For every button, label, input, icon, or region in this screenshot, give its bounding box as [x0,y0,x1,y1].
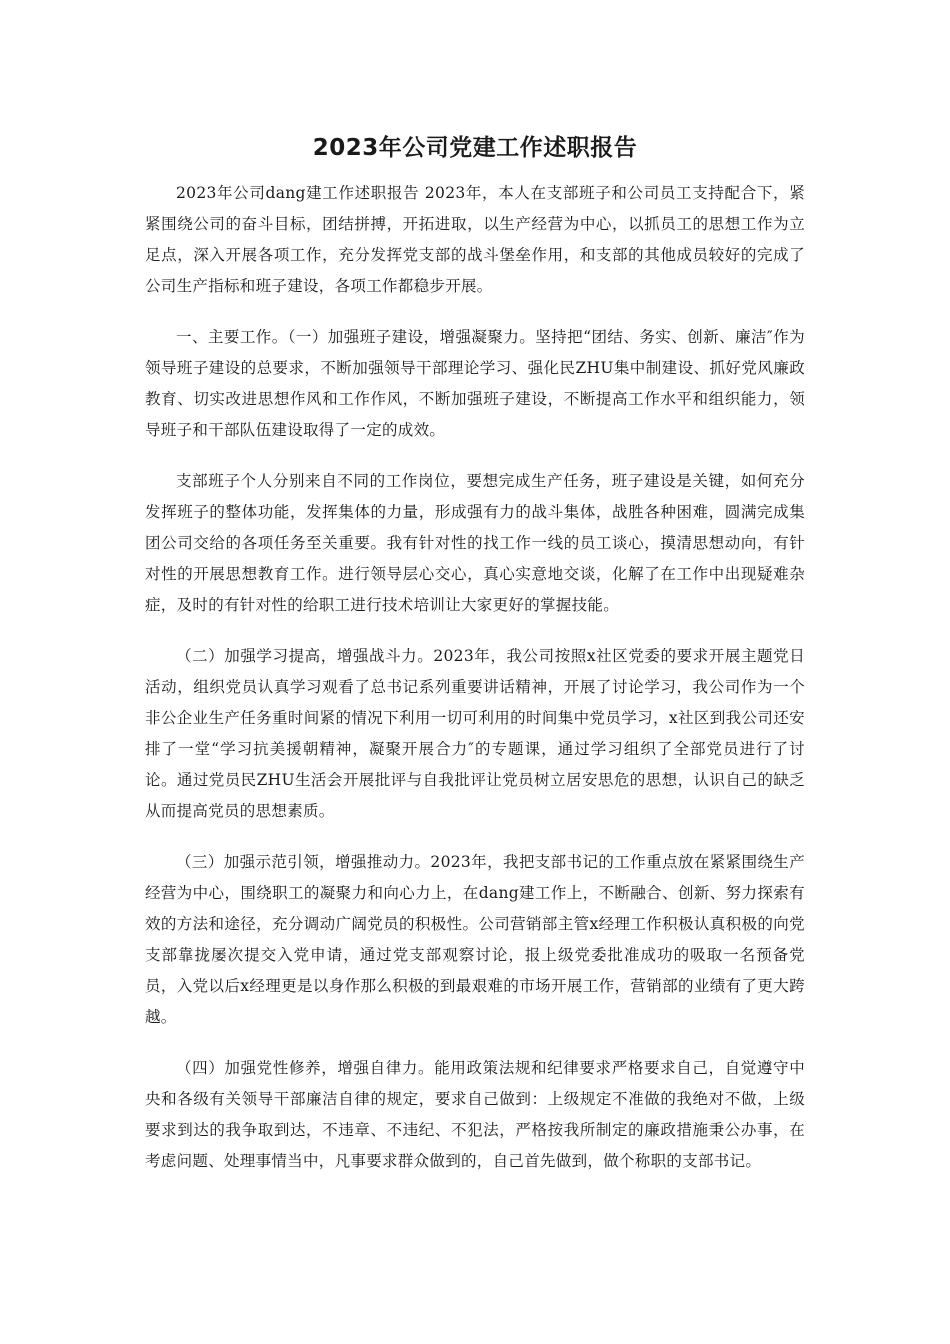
paragraph-section-1: 一、主要工作。（一）加强班子建设，增强凝聚力。坚持把“团结、务实、创新、廉洁″作为领导班子建设的总要求，不断加强领导干部理论学习、强化民ZHU集中制建设、抓好党风廉政教育、切实改进思想作风和工作作风，不断加强班子建设，不断提高工作水平和组织能力，领导班子和干部队伍建设取得了一定的成效。 [145,328,805,439]
paragraph-section-3: （三）加强示范引领，增强推动力。2023年，我把支部书记的工作重点放在紧紧围绕生产经营为中心，围绕职工的凝聚力和向心力上，在dang建工作上，不断融合、创新、努力探索有效的方法和途径，充分调动广阔党员的积极性。公司营销部主管x经理工作积极认真积极的向党支部靠拢屡次提交入党申请，通过党支部观察讨论，报上级党委批准成功的吸取一名预备党员，入党以后x经理更是以身作那么积极的到最艰难的市场开展工作，营销部的业绩有了更大跨越。 [145,853,805,1026]
document-body [145,178,805,1197]
paragraph-section-4: （四）加强党性修养，增强自律力。能用政策法规和纪律要求严格要求自己，自觉遵守中央和各级有关领导干部廉洁自律的规定，要求自己做到：上级规定不准做的我绝对不做，上级要求到达的我争取到达，不违章、不违纪、不犯法，严格按我所制定的廉政措施秉公办事，在考虑问题、处理事情当中，凡事要求群众做到的，自己首先做到，做个称职的支部书记。 [145,1059,805,1170]
paragraph-section-2: （二）加强学习提高，增强战斗力。2023年，我公司按照x社区党委的要求开展主题党日活动，组织党员认真学习观看了总书记系列重要讲话精神，开展了讨论学习，我公司作为一个非公企业生产任务重时间紧的情况下利用一切可利用的时间集中党员学习，x社区到我公司还安排了一堂“学习抗美援朝精神，凝聚开展合力″的专题课，通过学习组织了全部党员进行了讨论。通过党员民ZHU生活会开展批评与自我批评让党员树立居安思危的思想，认识自己的缺乏从而提高党员的思想素质。 [145,647,805,820]
paragraph-intro: 2023年公司dang建工作述职报告 2023年，本人在支部班子和公司员工支持配合下，紧紧围绕公司的奋斗目标，团结拼搏，开拓进取，以生产经营为中心，以抓员工的思想工作为立足点，深入开展各项工作，充分发挥党支部的战斗堡垒作用，和支部的其他成员较好的完成了公司生产指标和班子建设，各项工作都稳步开展。 [145,184,805,295]
document-title: 2023年公司党建工作述职报告 [312,135,638,161]
paragraph-section-1-detail: 支部班子个人分别来自不同的工作岗位，要想完成生产任务，班子建设是关键，如何充分发挥班子的整体功能，发挥集体的力量，形成强有力的战斗集体，战胜各种困难，圆满完成集团公司交给的各项任务至关重要。我有针对性的找工作一线的员工谈心，摸清思想动向，有针对性的开展思想教育工作。进行领导层心交心，真心实意地交谈，化解了在工作中出现疑难杂症，及时的有针对性的给职工进行技术培训让大家更好的掌握技能。 [145,472,805,614]
